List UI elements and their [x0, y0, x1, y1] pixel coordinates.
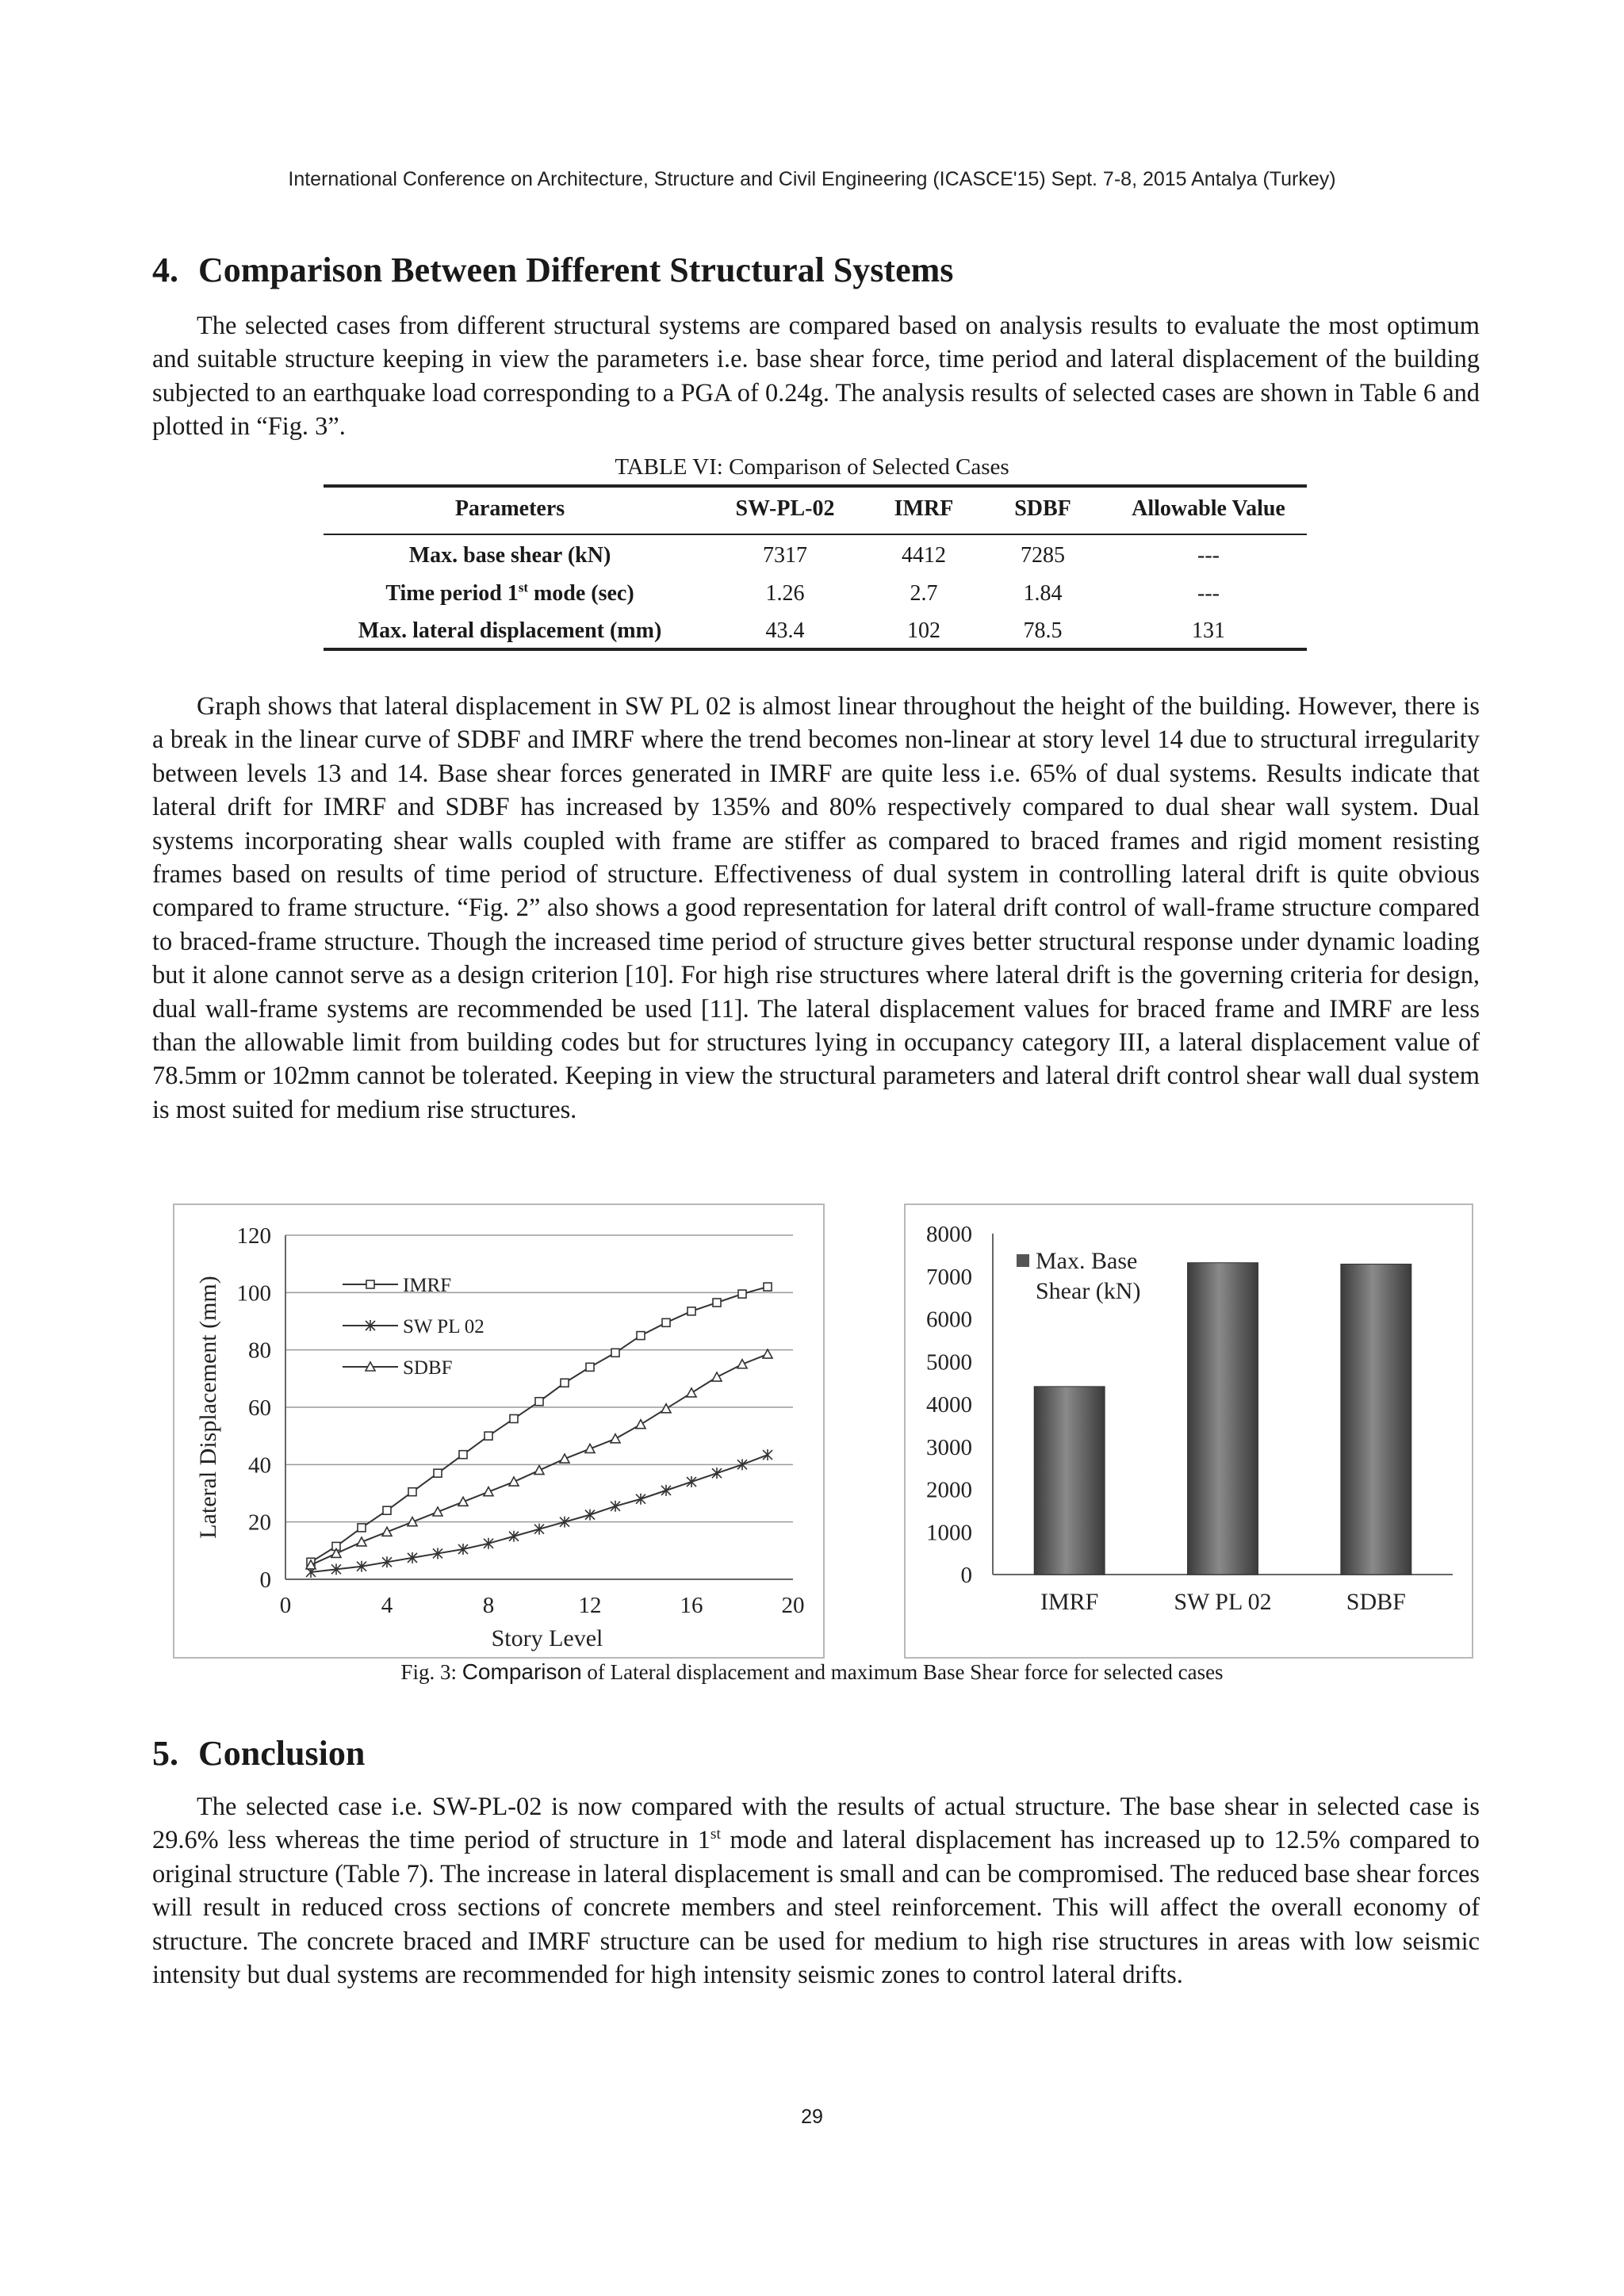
- data-point-sw-pl-02-14: [636, 1494, 645, 1505]
- table-row-2-imrf: 2.7: [910, 581, 938, 606]
- table-row-3-imrf: 102: [907, 618, 940, 643]
- data-point-imrf-6: [434, 1469, 442, 1477]
- data-point-sdbf-19: [763, 1349, 772, 1358]
- table-top-rule: [324, 484, 1307, 488]
- conference-header: International Conference on Architecture, Structure and Civil Engineering (ICASCE'15) Sept. 7-8, 2015 Antalya (Turkey): [288, 168, 1336, 190]
- section-5-number: 5.: [152, 1734, 178, 1773]
- table-header-sw-pl-02: SW-PL-02: [735, 496, 835, 521]
- legend-label-sdbf: SDBF: [403, 1357, 453, 1379]
- section-4-paragraph-2: Graph shows that lateral displacement in SW PL 02 is almost linear throughout the height of the building. However, there is a break in the linear curve of SDBF and IMRF where the trend becomes non-linear at story level 14 due to structural irregularity between levels 13 and 14. Base shear forces generated in IMRF are quite less i.e. 65% of dual systems. Results indicate that lateral drift for IMRF and SDBF has increased by 135% and 80% respectively compared to dual shear wall system. Dual systems incorporating shear walls coupled with frame are stiffer as compared to braced frames and rigid moment resisting frames based on results of time period of structure. Effectiveness of dual system in controlling lateral drift is quite obvious compared to frame structure. “Fig. 2” also shows a good representation for lateral drift control of wall-frame structure compared to braced-frame structure. Though the increased time period of structure gives better structural response under dynamic loading but it alone cannot serve as a design criterion [10]. For high rise structures where lateral drift is the governing criteria for design, dual wall-frame systems are recommended be used [11]. The lateral displacement values for braced frame and IMRF are less than the allowable limit from building codes but for structures lying in occupancy category III, a lateral displacement value of 78.5mm or 102mm cannot be tolerated. Keeping in view the structural parameters and lateral drift control shear wall dual system is most suited for medium rise structures.: [152, 692, 1480, 1124]
- series-sdbf: [306, 1349, 772, 1569]
- y-axis-title: Lateral Displacement (mm): [195, 1276, 221, 1539]
- data-point-sdbf-10: [534, 1466, 544, 1475]
- data-point-imrf-7: [459, 1451, 467, 1459]
- bar-chart-frame: [904, 1203, 1473, 1659]
- legend-label-line-2: Shear (kN): [1036, 1278, 1141, 1304]
- data-point-sdbf-9: [509, 1477, 519, 1486]
- data-point-sw-pl-02-10: [534, 1524, 544, 1535]
- table-bottom-rule: [324, 648, 1307, 652]
- legend-label-imrf: IMRF: [403, 1275, 452, 1296]
- x-tick-label-4: 4: [381, 1593, 393, 1618]
- x-tick-label-0: 0: [279, 1593, 292, 1618]
- section-5-heading: [152, 1733, 365, 1774]
- x-tick-label-12: 12: [578, 1593, 602, 1618]
- y-tick-label-60: 60: [248, 1395, 271, 1421]
- table-row-1-allowable: ---: [1197, 543, 1220, 568]
- data-point-imrf-19: [764, 1283, 772, 1291]
- table-row-1-param: Max. base shear (kN): [408, 543, 611, 568]
- legend-label-line-1: Max. Base: [1036, 1248, 1138, 1274]
- data-point-sdbf-11: [560, 1454, 569, 1463]
- x-category-label-sdbf: SDBF: [1346, 1589, 1406, 1615]
- data-point-sdbf-3: [357, 1537, 366, 1546]
- y-tick-label-4000: 4000: [926, 1392, 972, 1418]
- y-tick-label-80: 80: [248, 1337, 271, 1364]
- data-point-imrf-9: [510, 1414, 518, 1422]
- y-tick-label-0: 0: [259, 1567, 271, 1593]
- section-5-title: Conclusion: [198, 1734, 366, 1773]
- data-point-imrf-14: [637, 1332, 645, 1340]
- data-point-sdbf-7: [458, 1497, 468, 1506]
- y-tick-label-0: 0: [960, 1563, 972, 1588]
- y-tick-label-2000: 2000: [926, 1477, 972, 1503]
- table-row-3-allowable: 131: [1192, 618, 1225, 643]
- x-tick-label-20: 20: [781, 1593, 805, 1618]
- bar-sdbf: [1341, 1264, 1411, 1575]
- data-point-sdbf-17: [712, 1372, 722, 1381]
- series-line-imrf: [311, 1287, 768, 1562]
- y-tick-label-8000: 8000: [926, 1222, 972, 1247]
- data-point-imrf-4: [383, 1506, 391, 1514]
- data-point-sw-pl-02-19: [763, 1449, 772, 1460]
- data-point-sw-pl-02-12: [585, 1510, 595, 1521]
- x-tick-label-16: 16: [680, 1593, 703, 1618]
- data-point-imrf-12: [586, 1363, 594, 1371]
- table-row-3-sw: 43.4: [765, 618, 805, 643]
- x-category-label-imrf: IMRF: [1040, 1589, 1099, 1615]
- table-caption: TABLE VI: Comparison of Selected Cases: [615, 454, 1009, 480]
- table-header-imrf: IMRF: [894, 496, 954, 521]
- data-point-sdbf-15: [661, 1404, 671, 1413]
- data-point-imrf-3: [358, 1524, 366, 1532]
- base-shear-bar-chart: [906, 1205, 1472, 1657]
- legend-marker-imrf: [366, 1280, 374, 1288]
- data-point-imrf-18: [738, 1290, 746, 1298]
- data-point-sdbf-14: [636, 1420, 645, 1429]
- y-tick-label-5000: 5000: [926, 1349, 972, 1376]
- y-tick-label-6000: 6000: [926, 1307, 972, 1333]
- data-point-imrf-5: [408, 1488, 416, 1496]
- section-4-paragraph-1: The selected cases from different structural systems are compared based on analysis results to evaluate the most optimum and suitable structure keeping in view the parameters i.e. base shear force, time period and lateral displacement of the building subjected to an earthquake load corresponding to a PGA of 0.24g. The analysis results of selected cases are shown in Table 6 and plotted in “Fig. 3”.: [152, 312, 1480, 442]
- page-number: 29: [801, 2106, 823, 2128]
- data-point-sw-pl-02-13: [611, 1501, 620, 1512]
- line-chart-frame: [173, 1203, 825, 1659]
- data-point-sdbf-6: [433, 1507, 442, 1516]
- table-row-2-allowable: ---: [1197, 581, 1220, 606]
- table-row-1-sw: 7317: [763, 543, 807, 568]
- table-row-3-param: Max. lateral displacement (mm): [358, 618, 662, 643]
- data-point-imrf-17: [713, 1299, 721, 1307]
- data-point-sw-pl-02-17: [712, 1468, 722, 1479]
- table-row-1-sdbf: 7285: [1021, 543, 1065, 568]
- figure-3-caption: Fig. 3: Comparison of Lateral displacement and maximum Base Shear force for selected cases: [400, 1659, 1224, 1684]
- section-4-heading: [152, 250, 953, 290]
- y-tick-label-3000: 3000: [926, 1434, 972, 1460]
- data-point-imrf-10: [535, 1398, 543, 1406]
- data-point-imrf-8: [485, 1432, 492, 1440]
- section-5-paragraph: The selected case i.e. SW-PL-02 is now compared with the results of actual structure. The base shear in selected case is 29.6% less whereas the time period of structure in 1st mode and lateral displacement has increased up to 12.5% compared to original structure (Table 7). The increase in lateral displacement is small and can be compromised. The reduced base shear forces will result in reduced cross sections of concrete members and steel reinforcement. This will affect the overall economy of structure. The concrete braced and IMRF structure can be used for medium to high rise structures in areas with low seismic intensity but dual systems are recommended for high intensity seismic zones to control lateral drifts.: [152, 1793, 1480, 1990]
- y-tick-label-40: 40: [248, 1452, 271, 1479]
- data-point-sdbf-13: [611, 1434, 620, 1443]
- table-header-allowable: Allowable Value: [1132, 496, 1285, 521]
- table-row-1-imrf: 4412: [902, 543, 946, 568]
- lateral-displacement-line-chart: [174, 1205, 823, 1657]
- y-tick-label-100: 100: [236, 1280, 271, 1307]
- data-point-imrf-13: [611, 1349, 619, 1357]
- x-axis-title: Story Level: [491, 1625, 603, 1651]
- bar-imrf: [1034, 1387, 1105, 1575]
- table-header-parameters: Parameters: [454, 496, 565, 521]
- legend-swatch-base-shear: [1017, 1254, 1029, 1267]
- y-tick-label-20: 20: [248, 1510, 271, 1536]
- table-header-rule: [324, 534, 1307, 535]
- y-tick-label-120: 120: [236, 1223, 271, 1249]
- data-point-sw-pl-02-9: [509, 1531, 519, 1542]
- y-tick-label-7000: 7000: [926, 1264, 972, 1290]
- data-point-sdbf-12: [585, 1444, 595, 1452]
- data-point-sw-pl-02-16: [687, 1476, 696, 1487]
- data-point-sdbf-18: [737, 1360, 747, 1368]
- data-point-sdbf-4: [382, 1527, 392, 1536]
- section-4-number: 4.: [152, 251, 178, 289]
- data-point-imrf-11: [561, 1379, 569, 1387]
- x-tick-label-8: 8: [482, 1593, 495, 1618]
- table-row-2-param: Time period 1st mode (sec): [385, 580, 634, 606]
- section-4-title: Comparison Between Different Structural Systems: [198, 251, 954, 289]
- x-category-label-sw-pl-02: SW PL 02: [1174, 1589, 1272, 1615]
- data-point-sdbf-16: [687, 1388, 696, 1397]
- data-point-sdbf-8: [484, 1487, 493, 1496]
- table-row-2-sw: 1.26: [765, 581, 805, 606]
- table-row-3-sdbf: 78.5: [1023, 618, 1063, 643]
- bar-sw-pl-02: [1188, 1263, 1258, 1575]
- table-header-sdbf: SDBF: [1014, 496, 1071, 521]
- data-point-sw-pl-02-15: [661, 1485, 671, 1496]
- table-row-2-sdbf: 1.84: [1023, 581, 1063, 606]
- data-point-imrf-16: [688, 1307, 695, 1315]
- y-tick-label-1000: 1000: [926, 1520, 972, 1546]
- data-point-imrf-15: [662, 1318, 670, 1326]
- legend-label-sw-pl-02: SW PL 02: [403, 1316, 485, 1337]
